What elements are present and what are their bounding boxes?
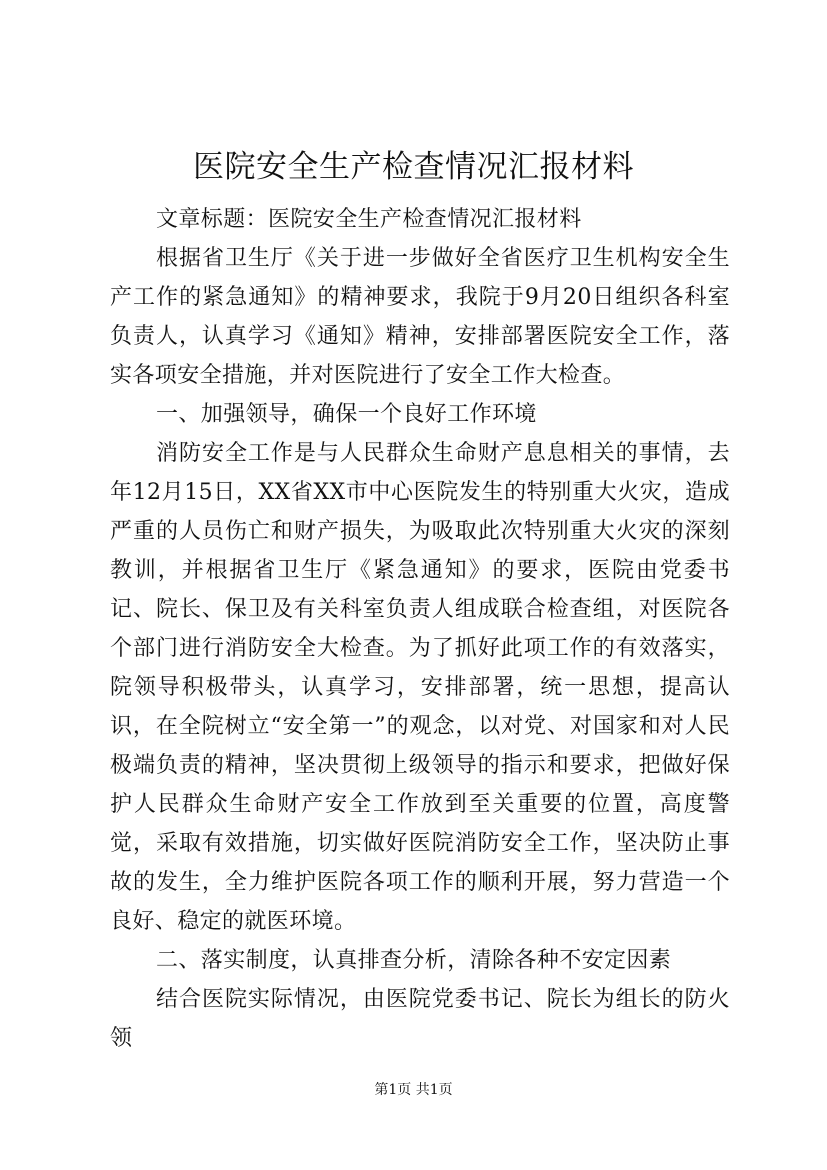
section-1-paragraph: 消防安全工作是与人民群众生命财产息息相关的事情，去年12月15日，XX省XX市中心医院发生的特别重大火灾，造成严重的人员伤亡和财产损失，为吸取此次特别重大火灾的深刻教训，并根据省卫生厅《紧急通知》的要求，医院由党委书记、院长、保卫及有关科室负责人组成联合检查组，对医院各个部门进行消防安全大检查。为了抓好此项工作的有效落实，院领导积极带头，认真学习，安排部署，统一思想，提高认识，在全院树立“安全第一”的观念，以对党、对国家和对人民极端负责的精神，坚决贯彻上级领导的指示和要求，把做好保护人民群众生命财产安全工作放到至关重要的位置，高度警觉，采取有效措施，切实做好医院消防安全工作，坚决防止事故的发生，全力维护医院各项工作的顺利开展，努力营造一个良好、稳定的就医环境。 bbox=[110, 441, 730, 934]
section-1-heading: 一、加强领导，确保一个良好工作环境 bbox=[156, 402, 537, 427]
intro-paragraph: 根据省卫生厅《关于进一步做好全省医疗卫生机构安全生产工作的紧急通知》的精神要求，我院于9月20日组织各科室负责人，认真学习《通知》精神，安排部署医院安全工作，落实各项安全措施，并对医院进行了安全工作大检查。 bbox=[110, 246, 730, 388]
document-body bbox=[110, 200, 730, 1058]
page-footer: 第1页 共1页 bbox=[374, 1082, 453, 1098]
section-2-paragraph: 结合医院实际情况，由医院党委书记、院长为组长的防火领 bbox=[110, 987, 730, 1051]
section-2-heading: 二、落实制度，认真排查分析，清除各种不安定因素 bbox=[156, 948, 672, 973]
article-title-line: 文章标题：医院安全生产检查情况汇报材料 bbox=[156, 207, 582, 232]
document-title: 医院安全生产检查情况汇报材料 bbox=[193, 149, 634, 185]
